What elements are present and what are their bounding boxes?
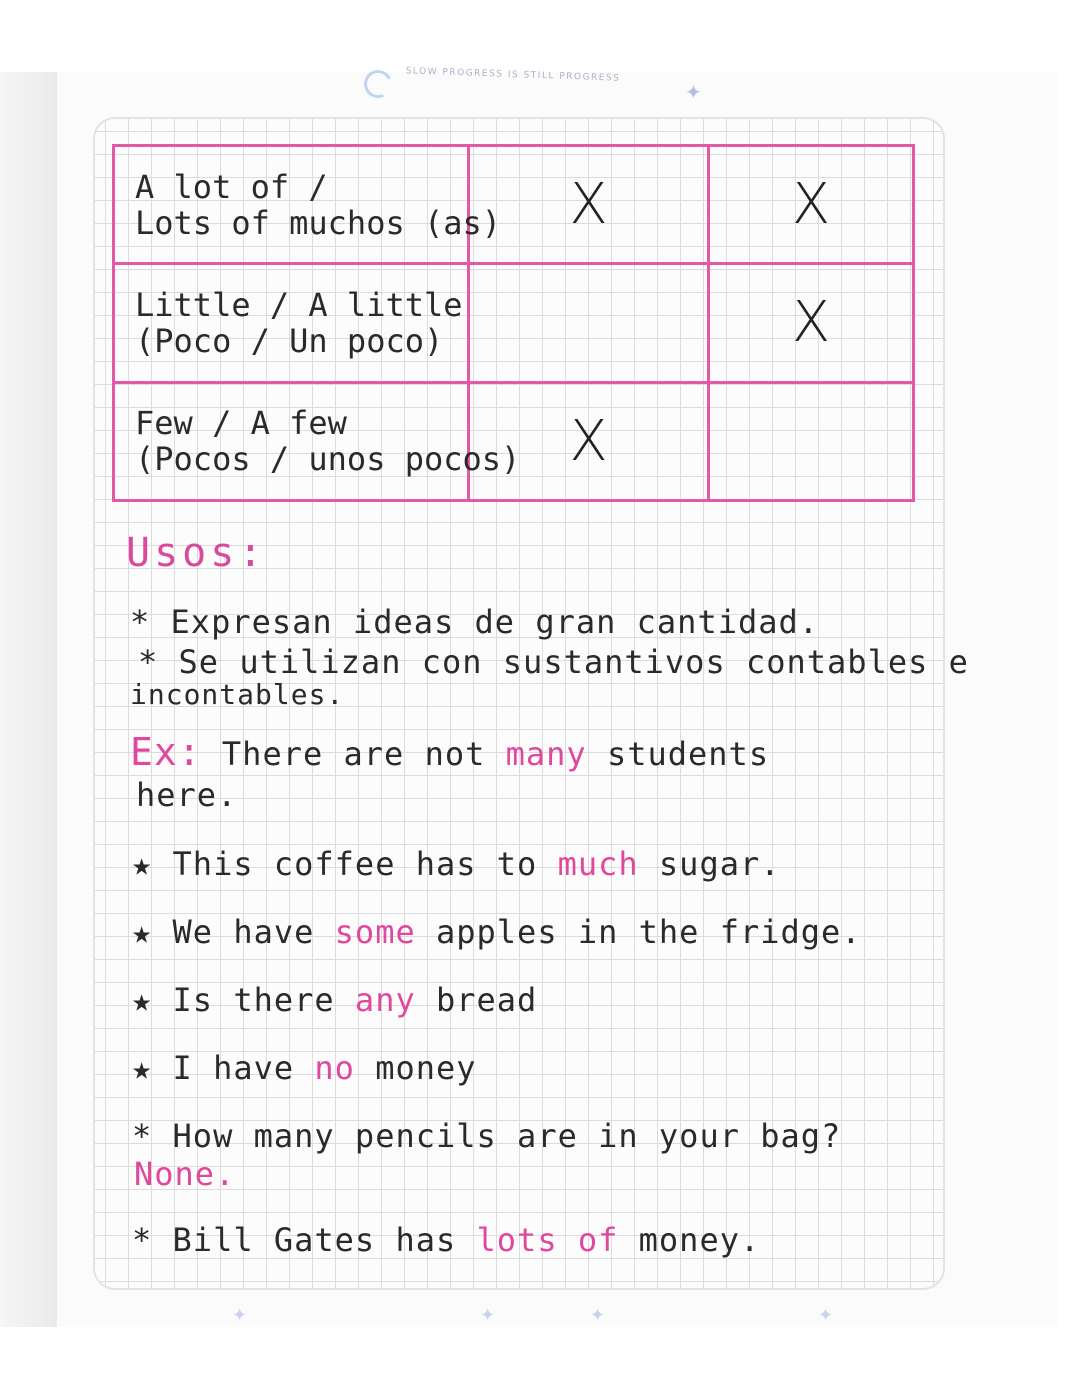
star-bullet-icon: ★ bbox=[132, 981, 153, 1019]
sentence-3-b: bread bbox=[435, 981, 538, 1019]
sentence-2 bbox=[132, 913, 862, 951]
cell-uncountable bbox=[709, 146, 914, 264]
sentence-5 bbox=[132, 1117, 841, 1155]
header-motto: SLOW PROGRESS IS STILL PROGRESS bbox=[405, 66, 621, 84]
row-label bbox=[114, 382, 521, 500]
star-bullet-icon: ★ bbox=[132, 1049, 153, 1087]
star-bullet-icon: ★ bbox=[132, 913, 153, 951]
sentence-4-highlight: no bbox=[314, 1049, 355, 1087]
bullet-1-text: Expresan ideas de gran cantidad. bbox=[170, 603, 820, 641]
example-line bbox=[130, 730, 769, 774]
sentence-1-highlight: much bbox=[557, 845, 639, 883]
bullet-2-cont: incontables. bbox=[130, 678, 345, 711]
usos-title: Usos: bbox=[126, 530, 267, 576]
sentence-1-b: sugar. bbox=[658, 845, 781, 883]
sentence-4-b: money bbox=[375, 1049, 477, 1087]
example-text-a: There are not bbox=[221, 735, 486, 773]
sparkle-icon: ✦ bbox=[818, 1305, 834, 1326]
sentence-6-a: Bill Gates has bbox=[172, 1221, 457, 1259]
star-bullet-icon: ★ bbox=[132, 845, 153, 883]
check-mark: X bbox=[569, 172, 608, 238]
example-text-b: students bbox=[606, 735, 770, 773]
star-bullet-icon: * bbox=[130, 603, 151, 641]
sentence-6-highlight: lots of bbox=[476, 1221, 619, 1259]
row-label-line1: Little / A little bbox=[135, 285, 463, 324]
row-label bbox=[114, 264, 469, 382]
table-row bbox=[114, 264, 914, 382]
cell-uncountable bbox=[709, 264, 914, 382]
star-bullet-icon: * bbox=[132, 1221, 153, 1259]
sentence-1-a: This coffee has to bbox=[172, 845, 538, 883]
row-label bbox=[114, 146, 502, 264]
bullet-2-text: Se utilizan con sustantivos contables e bbox=[178, 643, 969, 681]
cell-countable bbox=[469, 264, 709, 382]
sentence-5-answer: None. bbox=[134, 1155, 236, 1193]
cell-countable bbox=[469, 146, 709, 264]
example-highlight: many bbox=[505, 735, 587, 773]
sentence-4 bbox=[132, 1049, 477, 1087]
sentence-3-highlight: any bbox=[354, 981, 416, 1019]
star-bullet-icon: * bbox=[132, 1117, 153, 1155]
sentence-6-b: money. bbox=[638, 1221, 761, 1259]
row-label-line2: (Pocos / unos pocos) bbox=[135, 440, 521, 479]
check-mark: X bbox=[569, 408, 608, 474]
cell-uncountable bbox=[709, 382, 914, 500]
sentence-4-a: I have bbox=[172, 1049, 295, 1087]
sentence-1 bbox=[132, 845, 781, 883]
row-label-line2: Lots of muchos (as) bbox=[135, 203, 502, 242]
sentence-2-b: apples in the fridge. bbox=[435, 913, 862, 951]
check-mark: X bbox=[791, 290, 831, 356]
star-icon: ✦ bbox=[685, 80, 702, 104]
sentence-5-a: How many pencils are in your bag? bbox=[172, 1117, 842, 1155]
sentence-3 bbox=[132, 981, 537, 1019]
table-row bbox=[114, 382, 914, 500]
sparkle-icon: ✦ bbox=[480, 1305, 496, 1326]
row-label-line2: (Poco / Un poco) bbox=[135, 321, 444, 360]
row-label-line1: Few / A few bbox=[135, 404, 347, 443]
page-shadow bbox=[0, 72, 62, 1327]
bullet-2 bbox=[138, 643, 969, 681]
quantifier-table bbox=[112, 144, 912, 502]
row-label-line1: A lot of / bbox=[135, 167, 328, 206]
sentence-2-highlight: some bbox=[334, 913, 416, 951]
example-cont: here. bbox=[136, 776, 238, 814]
star-bullet-icon: * bbox=[138, 643, 159, 681]
example-label: Ex: bbox=[130, 730, 202, 774]
bullet-1 bbox=[130, 603, 819, 641]
sentence-6 bbox=[132, 1221, 760, 1259]
check-mark: X bbox=[791, 172, 831, 238]
table-row bbox=[114, 146, 914, 264]
sentence-3-a: Is there bbox=[172, 981, 335, 1019]
sparkle-icon: ✦ bbox=[590, 1305, 606, 1326]
sparkle-icon: ✦ bbox=[232, 1305, 248, 1326]
sentence-2-a: We have bbox=[172, 913, 315, 951]
